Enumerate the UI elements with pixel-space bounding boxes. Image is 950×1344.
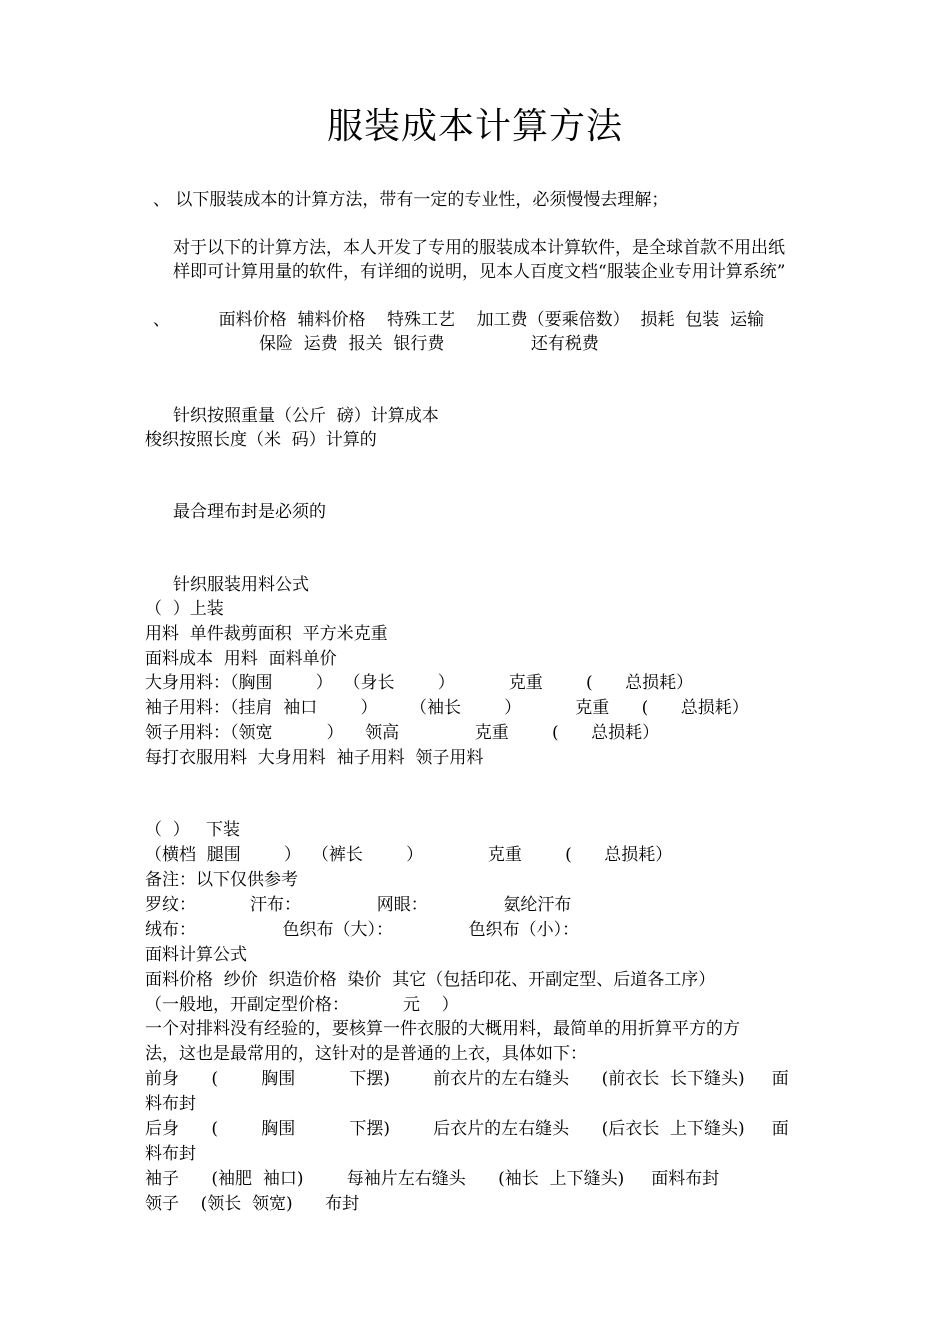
bottoms-line: 罗纹： 汗布： 网眼： 氨纶汗布: [145, 895, 572, 915]
bottoms-line: 一个对排料没有经验的，要核算一件衣服的大概用料，最简单的用折算平方的方: [145, 1019, 740, 1039]
bottoms-line: 绒布： 色织布（大）： 色织布（小）：: [145, 920, 580, 940]
bottoms-line: 袖子 (袖肥 袖口) 每袖片左右缝头 (袖长 上下缝头) 面料布封: [145, 1169, 720, 1189]
bottoms-line: 料布封: [145, 1144, 196, 1164]
knit-formula-heading: 针织服装用料公式: [173, 575, 309, 595]
bottoms-line: 前身 ( 胸围 下摆) 前衣片的左右缝头 (前衣长 长下缝头) 面: [145, 1069, 789, 1089]
top-garment-heading: （ ）上装: [145, 599, 224, 619]
software-note-line-2: 样即可计算用量的软件，有详细的说明，见本人百度文档“服装企业专用计算系统”: [173, 262, 786, 282]
fabric-layout-line: 最合理布封是必须的: [173, 502, 326, 522]
formula-line: 领子用料：（领宽 ） 领高 克重 ( 总损耗）: [145, 723, 660, 743]
bottoms-line: （横档 腿围 ） （裤长 ） 克重 ( 总损耗）: [145, 845, 673, 865]
formula-line: 袖子用料：（挂肩 袖口 ） （袖长 ） 克重 ( 总损耗）: [145, 698, 749, 718]
cost-items-line-1: 、 面料价格 辅料价格 特殊工艺 加工费（要乘倍数） 损耗 包装 运输: [153, 310, 765, 330]
formula-line: 大身用料：（胸围 ） （身长 ） 克重 ( 总损耗）: [145, 673, 694, 693]
bottoms-line: （一般地，开副定型价格： 元 ）: [145, 995, 459, 1015]
bottoms-line: 后身 ( 胸围 下摆) 后衣片的左右缝头 (后衣长 上下缝头) 面: [145, 1119, 789, 1139]
cost-items-line-2: 保险 运费 报关 银行费 还有税费: [259, 334, 599, 354]
bottoms-line: 法，这也是最常用的，这针对的是普通的上衣，具体如下：: [145, 1044, 587, 1064]
bottoms-line: 面料价格 纱价 织造价格 染价 其它（包括印花、开副定型、后道各工序）: [145, 970, 716, 990]
bottoms-line: 备注：以下仅供参考: [145, 870, 298, 890]
bottoms-line: 料布封: [145, 1094, 196, 1114]
bottoms-line: 面料计算公式: [145, 945, 247, 965]
intro-line: 、 以下服装成本的计算方法，带有一定的专业性，必须慢慢去理解；: [153, 190, 669, 210]
software-note-line-1: 对于以下的计算方法，本人开发了专用的服装成本计算软件，是全球首款不用出纸: [173, 238, 785, 258]
woven-basis-line: 梭织按照长度（米 码）计算的: [145, 430, 377, 450]
formula-line: 每打衣服用料 大身用料 袖子用料 领子用料: [145, 748, 484, 768]
page-title: 服装成本计算方法: [326, 106, 623, 147]
formula-line: 面料成本 用料 面料单价: [145, 649, 337, 669]
bottom-garment-heading: （ ） 下装: [145, 820, 241, 840]
bottoms-line: 领子 (领长 领宽) 布封: [145, 1194, 360, 1214]
knit-basis-line: 针织按照重量（公斤 磅）计算成本: [173, 406, 439, 426]
formula-line: 用料 单件裁剪面积 平方米克重: [145, 624, 388, 644]
